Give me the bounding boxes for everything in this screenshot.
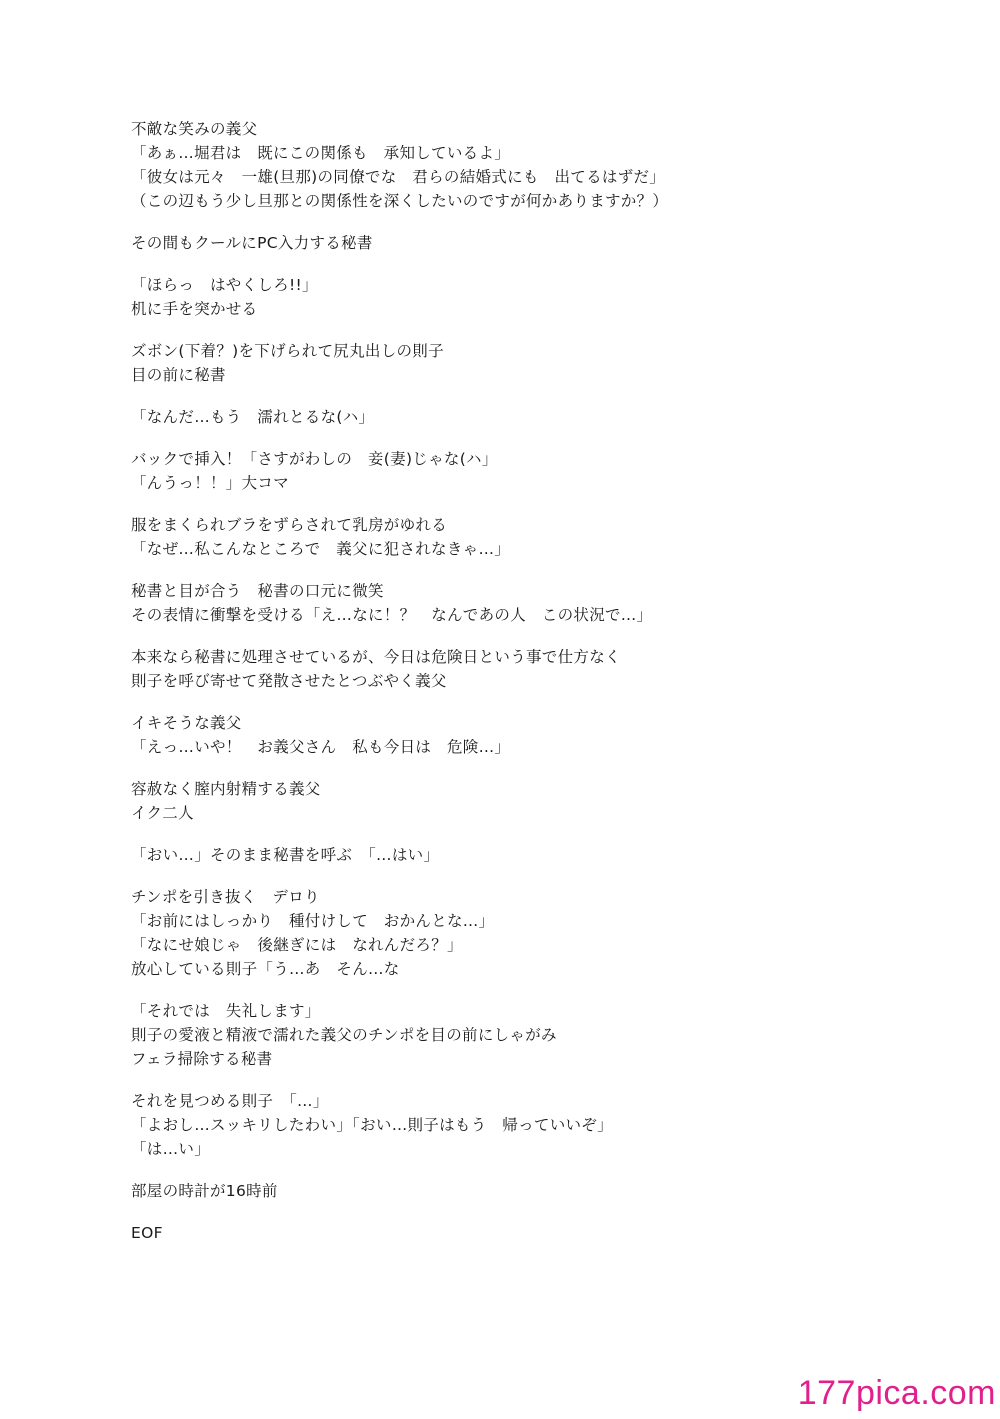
paragraph — [131, 339, 911, 387]
paragraph — [131, 645, 911, 693]
paragraph — [131, 231, 911, 255]
text-line: チンポを引き抜く デロり — [131, 888, 320, 906]
text-line: ズボン(下着？)を下げられて尻丸出しの則子 — [131, 342, 444, 360]
text-line: （この辺もう少し旦那との関係性を深くしたいのですが何かありますか？） — [131, 192, 669, 210]
text-line: 目の前に秘書 — [131, 366, 226, 384]
text-line: 「なにせ娘じゃ 後継ぎには なれんだろ？」 — [131, 936, 463, 954]
text-line: 「彼女は元々 一雄(旦那)の同僚でな 君らの結婚式にも 出てるはずだ」 — [131, 168, 666, 186]
document-text-body — [131, 117, 911, 1263]
text-line: フェラ掃除する秘書 — [131, 1050, 273, 1068]
text-line: 「お前にはしっかり 種付けして おかんとな…」 — [131, 912, 495, 930]
watermark-text: 177pica.com — [797, 1374, 996, 1412]
text-line: 「なぜ…私こんなところで 義父に犯されなきゃ…」 — [131, 540, 511, 558]
text-line: 則子の愛液と精液で濡れた義父のチンポを目の前にしゃがみ — [131, 1026, 557, 1044]
text-line: 「えっ…いや！ お義父さん 私も今日は 危険…」 — [131, 738, 511, 756]
text-line: イク二人 — [131, 804, 194, 822]
text-line: 秘書と目が合う 秘書の口元に微笑 — [131, 582, 384, 600]
text-line: 本来なら秘書に処理させているが、今日は危険日という事で仕方なく — [131, 648, 621, 666]
text-line: 容赦なく膣内射精する義父 — [131, 780, 321, 798]
text-line: 机に手を突かせる — [131, 300, 258, 318]
paragraph — [131, 711, 911, 759]
text-line: 「あぁ…堀君は 既にこの関係も 承知しているよ」 — [131, 144, 511, 162]
text-line: 「おい…」そのまま秘書を呼ぶ 「…はい」 — [131, 846, 440, 864]
paragraph — [131, 447, 911, 495]
paragraph — [131, 777, 911, 825]
paragraph — [131, 999, 911, 1071]
text-line: 「は…い」 — [131, 1140, 211, 1158]
text-line: 「なんだ…もう 濡れとるな(ハ」 — [131, 408, 375, 426]
text-line: 部屋の時計が16時前 — [131, 1182, 278, 1200]
text-line: 「それでは 失礼します」 — [131, 1002, 321, 1020]
paragraph — [131, 1179, 911, 1203]
text-line: バックで挿入！「さすがわしの 妾(妻)じゃな(ハ」 — [131, 450, 498, 468]
text-line: 服をまくられブラをずらされて乳房がゆれる — [131, 516, 448, 534]
text-line: イキそうな義父 — [131, 714, 242, 732]
paragraph — [131, 117, 911, 213]
paragraph — [131, 579, 911, 627]
text-line: その間もクールにPC入力する秘書 — [131, 234, 373, 252]
paragraph — [131, 1221, 911, 1245]
text-line: 「ほらっ はやくしろ!!」 — [131, 276, 318, 294]
paragraph — [131, 405, 911, 429]
text-line: 「んうっ！！」大コマ — [131, 474, 290, 492]
paragraph — [131, 273, 911, 321]
paragraph — [131, 1089, 911, 1161]
text-line: それを見つめる則子 「…」 — [131, 1092, 329, 1110]
text-line: その表情に衝撃を受ける「え…なに！？ なんであの人 この状況で…」 — [131, 606, 653, 624]
text-line: 「よおし…スッキリしたわい」「おい…則子はもう 帰っていいぞ」 — [131, 1116, 613, 1134]
text-line: 不敵な笑みの義父 — [131, 120, 258, 138]
text-line: EOF — [131, 1224, 163, 1242]
paragraph — [131, 843, 911, 867]
text-line: 則子を呼び寄せて発散させたとつぶやく義父 — [131, 672, 447, 690]
paragraph — [131, 885, 911, 981]
text-line: 放心している則子「う…あ そん…な — [131, 960, 400, 978]
paragraph — [131, 513, 911, 561]
